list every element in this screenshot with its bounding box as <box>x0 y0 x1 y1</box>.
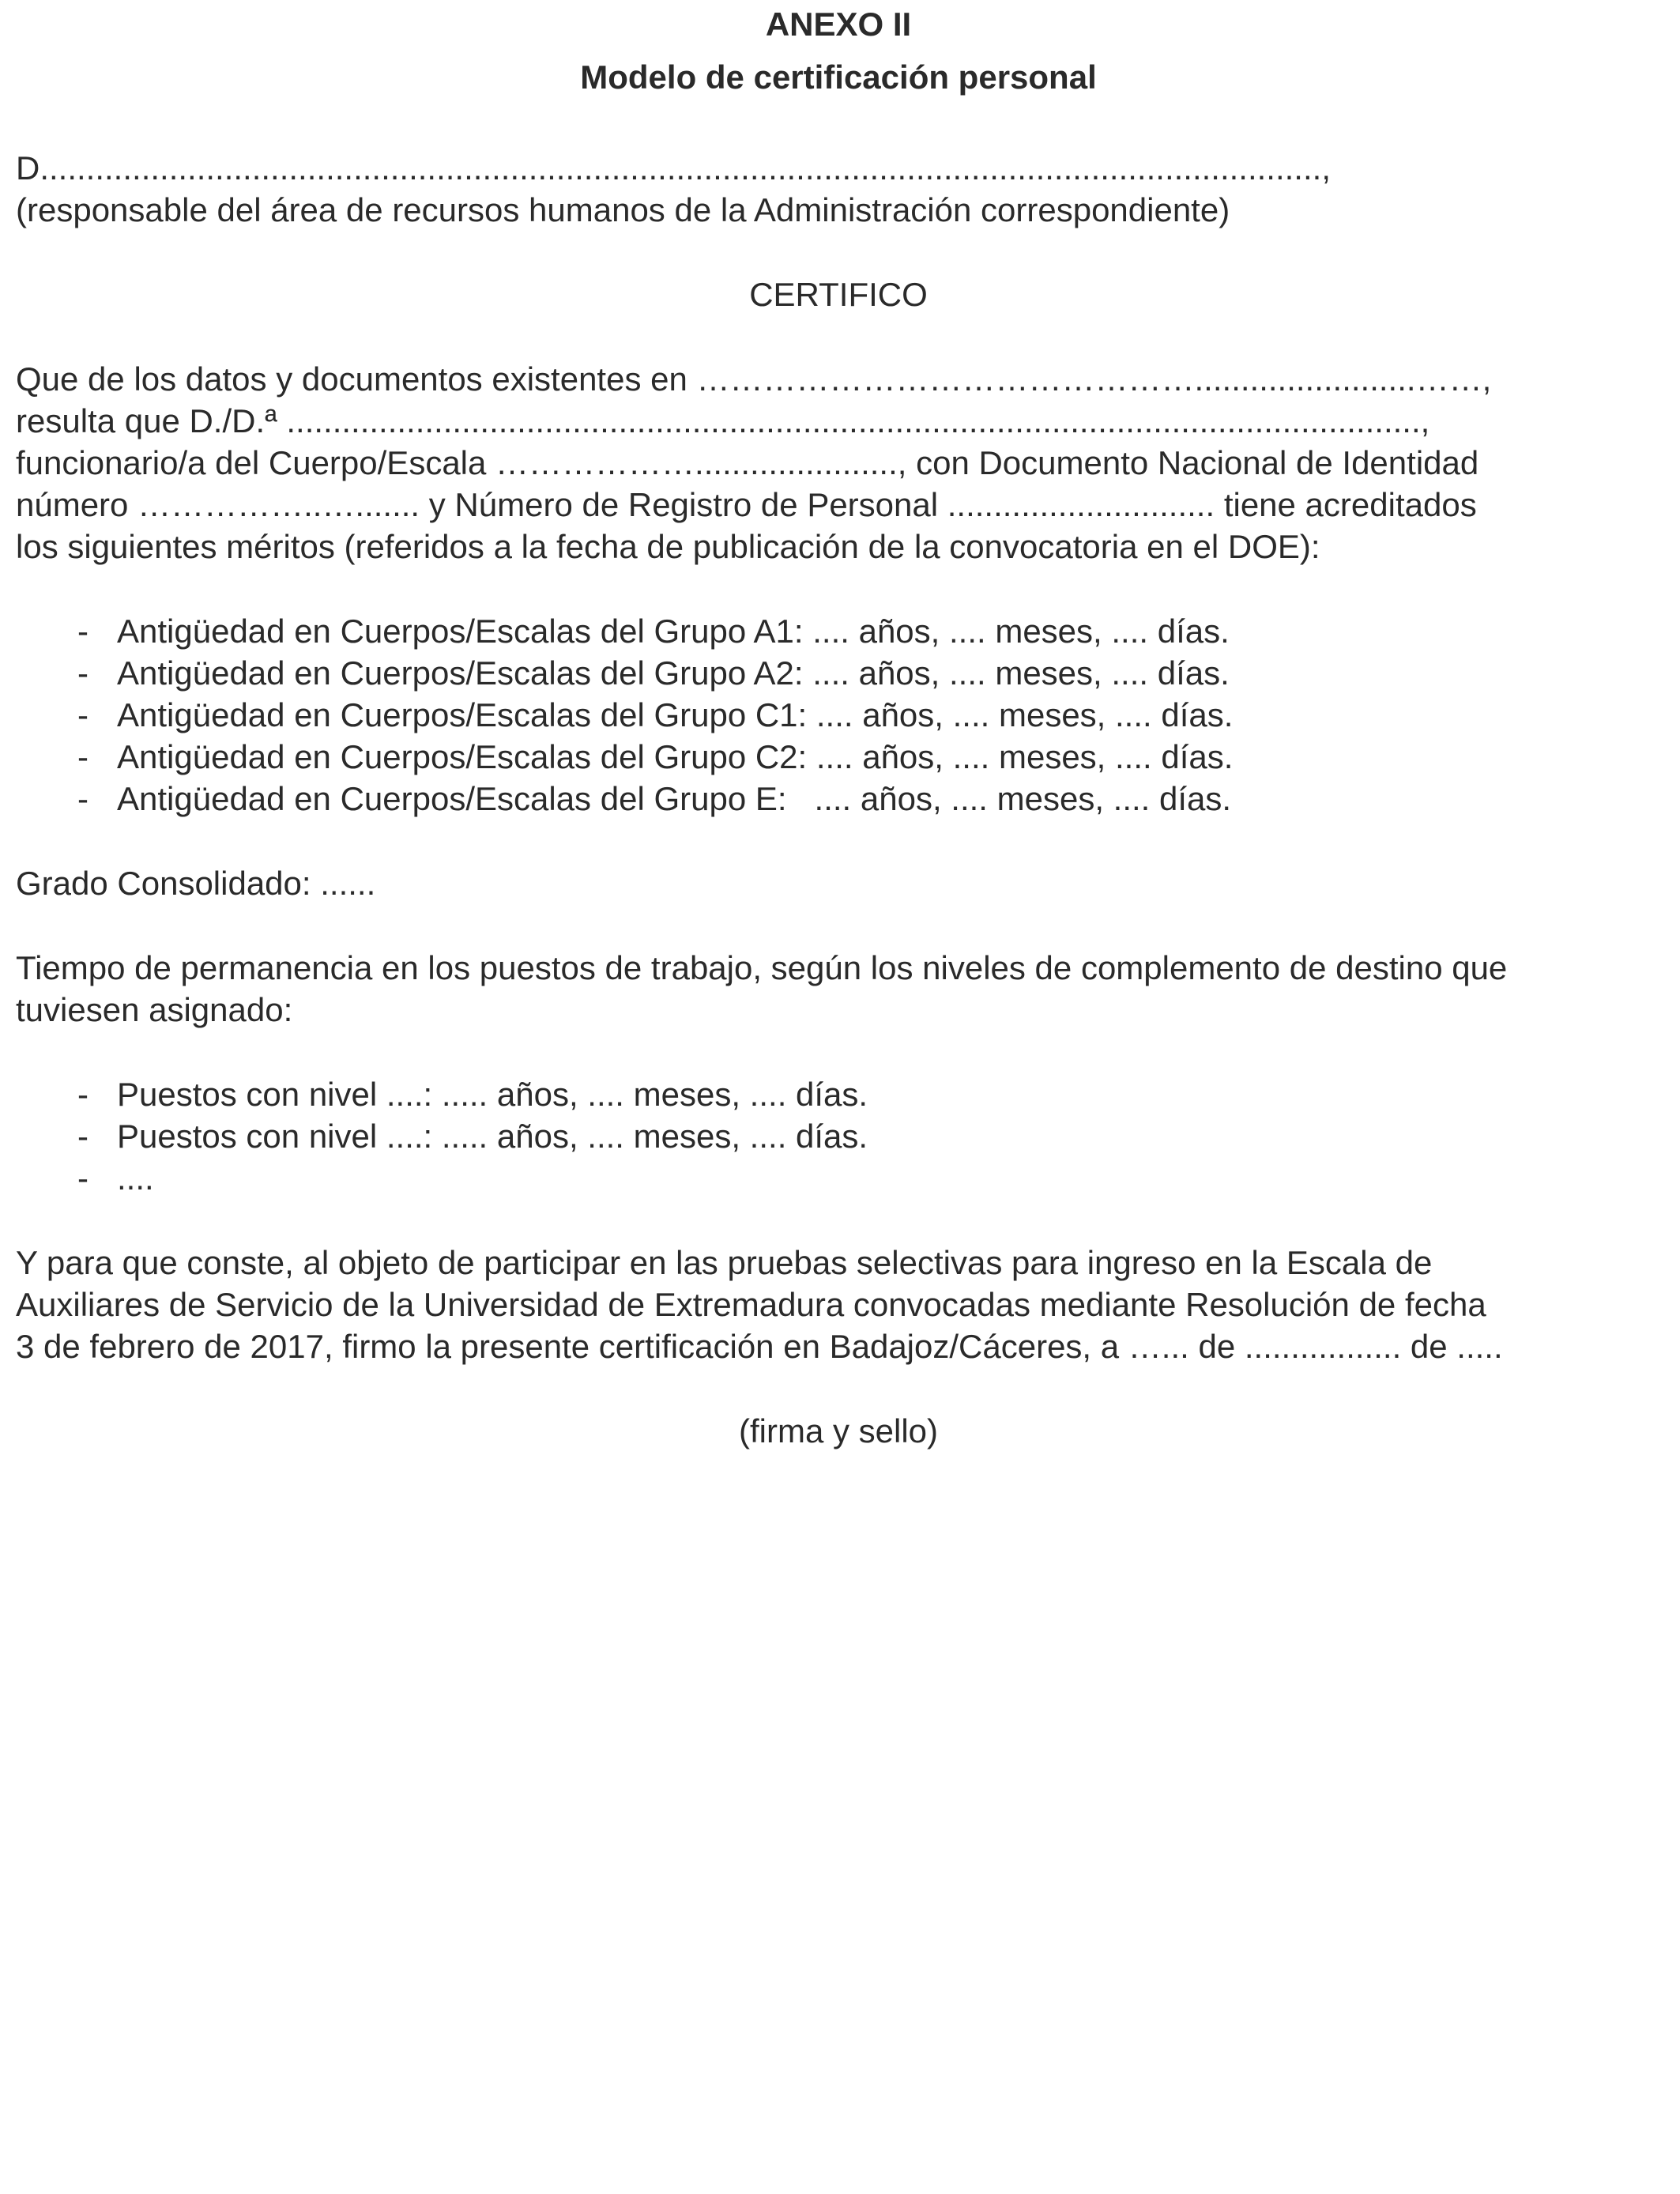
annex-title: ANEXO II <box>765 6 912 43</box>
list-item-text: Antigüedad en Cuerpos/Escalas del Grupo E: .... años, .... meses, .... días. <box>117 780 1232 817</box>
list-item <box>16 694 1661 736</box>
certification-document <box>16 0 1661 1452</box>
puestos-list <box>16 1073 1661 1199</box>
responsible-block <box>16 147 1661 231</box>
certifico-heading: CERTIFICO <box>749 276 928 313</box>
list-item <box>16 1115 1661 1157</box>
data-paragraph-line-5: los siguientes méritos (referidos a la fecha de publicación de la convocatoria en el DOE): <box>16 528 1320 565</box>
data-paragraph-line-1: Que de los datos y documentos existentes en ………………………………………........................……, <box>16 360 1492 398</box>
document-subtitle: Modelo de certificación personal <box>580 58 1097 96</box>
closing-line-3: 3 de febrero de 2017, firmo la presente certificación en Badajoz/Cáceres, a …... de ................. de ..... <box>16 1328 1503 1365</box>
data-paragraph <box>16 358 1661 567</box>
list-item <box>16 1073 1661 1115</box>
list-item <box>16 1157 1661 1199</box>
antiguedad-list <box>16 610 1661 820</box>
list-marker: - <box>77 738 89 775</box>
list-marker: - <box>77 654 89 692</box>
list-item <box>16 610 1661 652</box>
list-marker: - <box>77 1076 89 1113</box>
list-marker: - <box>77 613 89 650</box>
list-marker: - <box>77 780 89 817</box>
responsible-role-line: (responsable del área de recursos humanos de la Administración correspondiente) <box>16 191 1230 228</box>
list-item-text: Puestos con nivel ....: ..... años, .... meses, .... días. <box>117 1076 868 1113</box>
list-marker: - <box>77 1118 89 1155</box>
list-item-text: Antigüedad en Cuerpos/Escalas del Grupo C1: .... años, .... meses, .... días. <box>117 696 1234 733</box>
list-item-text: Antigüedad en Cuerpos/Escalas del Grupo C2: .... años, .... meses, .... días. <box>117 738 1234 775</box>
list-marker: - <box>77 1159 89 1197</box>
list-item-text: Antigüedad en Cuerpos/Escalas del Grupo A2: .... años, .... meses, .... días. <box>117 654 1230 692</box>
list-item-text: Antigüedad en Cuerpos/Escalas del Grupo A1: .... años, .... meses, .... días. <box>117 613 1230 650</box>
data-paragraph-line-2: resulta que D./D.ª ..........................................................................................................................., <box>16 402 1430 439</box>
list-marker: - <box>77 696 89 733</box>
tiempo-line-2: tuviesen asignado: <box>16 991 293 1028</box>
tiempo-line-1: Tiempo de permanencia en los puestos de trabajo, según los niveles de complemento de destino que <box>16 949 1508 986</box>
list-item <box>16 778 1661 820</box>
signature-placeholder: (firma y sello) <box>738 1412 939 1449</box>
data-paragraph-line-3: funcionario/a del Cuerpo/Escala ………………......................, con Documento Nacional de Identidad <box>16 444 1479 481</box>
data-paragraph-line-4: número ……………..…....... y Número de Registro de Personal ............................. tiene acreditados <box>16 486 1477 523</box>
tiempo-paragraph <box>16 947 1661 1031</box>
list-item-text: .... <box>117 1159 154 1197</box>
closing-line-1: Y para que conste, al objeto de participar en las pruebas selectivas para ingreso en la Escala de <box>16 1244 1433 1281</box>
responsible-name-line: D..........................................................................................................................................., <box>16 149 1331 187</box>
list-item-text: Puestos con nivel ....: ..... años, .... meses, .... días. <box>117 1118 868 1155</box>
closing-line-2: Auxiliares de Servicio de la Universidad de Extremadura convocadas mediante Resolución de fecha <box>16 1286 1486 1323</box>
list-item <box>16 736 1661 778</box>
list-item <box>16 652 1661 694</box>
grado-consolidado: Grado Consolidado: ...... <box>16 865 376 902</box>
closing-paragraph <box>16 1242 1661 1367</box>
